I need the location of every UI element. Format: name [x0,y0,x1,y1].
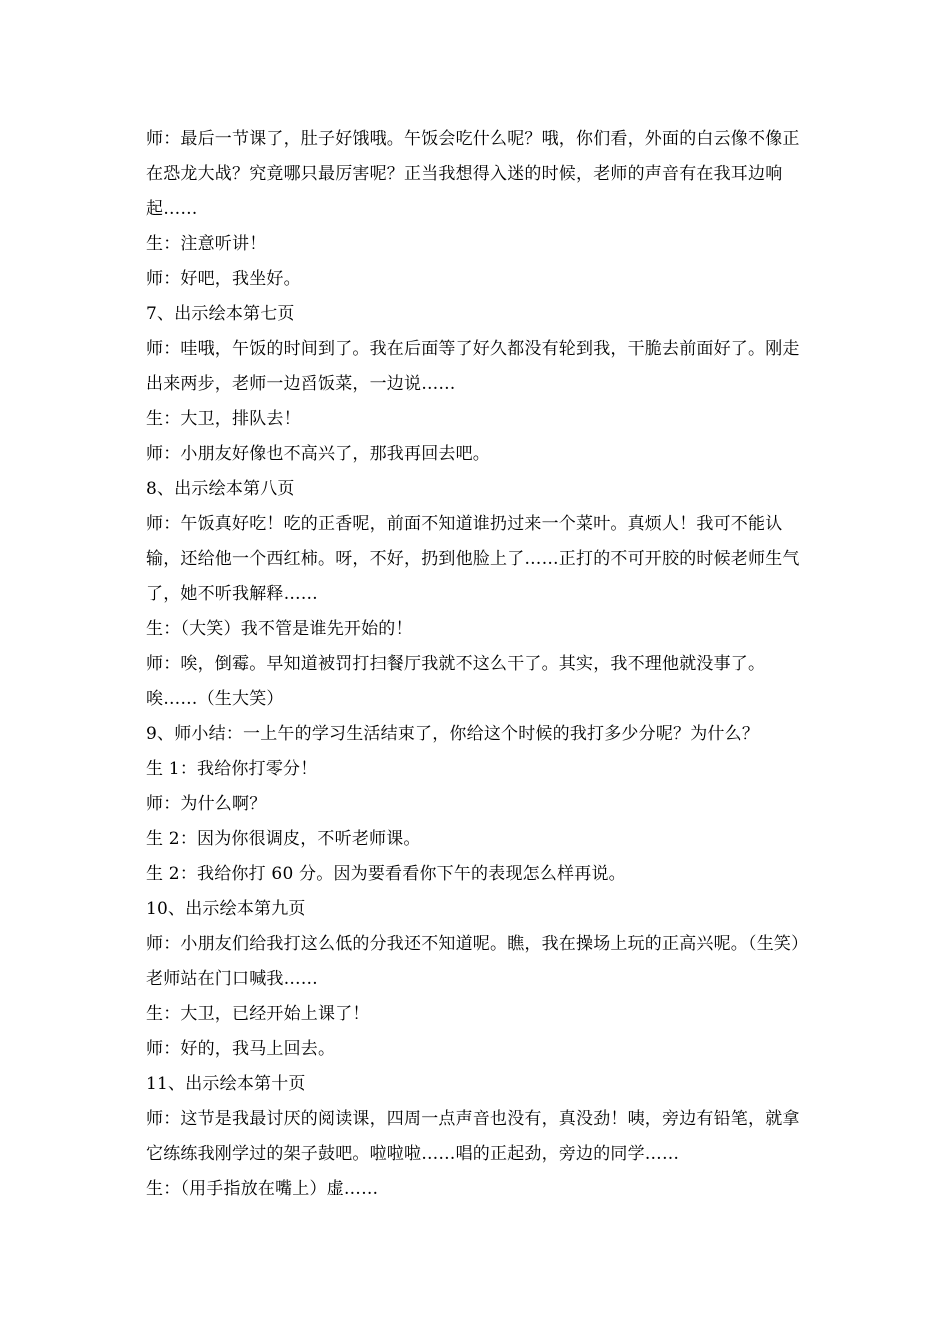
paragraph: 师：这节是我最讨厌的阅读课，四周一点声音也没有，真没劲！咦，旁边有铅笔，就拿它练练我刚学过的架子鼓吧。啦啦啦……唱的正起劲，旁边的同学…… [146,1109,800,1164]
section-heading: 8、出示绘本第八页 [146,479,295,499]
paragraph: 师：为什么啊？ [146,794,267,814]
paragraph: 生：注意听讲！ [146,234,267,254]
paragraph: 师：最后一节课了，肚子好饿哦。午饭会吃什么呢？哦，你们看，外面的白云像不像正在恐龙大战？究竟哪只最厉害呢？正当我想得入迷的时候，老师的声音有在我耳边响起…… [146,129,800,219]
paragraph: 生：（用手指放在嘴上）虚…… [146,1179,379,1199]
paragraph: 生：（大笑）我不管是谁先开始的！ [146,619,413,639]
section-heading: 10、出示绘本第九页 [146,899,306,919]
paragraph: 师：小朋友好像也不高兴了，那我再回去吧。 [146,444,490,464]
paragraph: 师：小朋友们给我打这么低的分我还不知道呢。瞧，我在操场上玩的正高兴呢。（生笑）老师站在门口喊我…… [146,934,809,989]
paragraph: 师：哇哦，午饭的时间到了。我在后面等了好久都没有轮到我，干脆去前面好了。刚走出来两步，老师一边舀饭菜，一边说…… [146,339,800,394]
paragraph: 师：唉，倒霉。早知道被罚打扫餐厅我就不这么干了。其实，我不理他就没事了。唉……（生大笑） [146,654,766,709]
paragraph: 生 2：我给你打 60 分。因为要看看你下午的表现怎么样再说。 [146,864,626,884]
section-heading: 11、出示绘本第十页 [146,1074,306,1094]
paragraph: 生：大卫，排队去！ [146,409,301,429]
section-heading: 7、出示绘本第七页 [146,304,295,324]
paragraph: 生 2：因为你很调皮，不听老师课。 [146,829,421,849]
paragraph: 师：好的，我马上回去。 [146,1039,336,1059]
paragraph: 生：大卫，已经开始上课了！ [146,1004,370,1024]
paragraph: 师：好吧，我坐好。 [146,269,301,289]
document-body [146,122,816,1207]
paragraph: 生 1：我给你打零分！ [146,759,318,779]
section-heading: 9、师小结：一上午的学习生活结束了，你给这个时候的我打多少分呢？为什么？ [146,724,760,744]
paragraph: 师：午饭真好吃！吃的正香呢，前面不知道谁扔过来一个菜叶。真烦人！我可不能认输，还给他一个西红柿。呀，不好，扔到他脸上了……正打的不可开胶的时候老师生气了，她不听我解释…… [146,514,800,604]
